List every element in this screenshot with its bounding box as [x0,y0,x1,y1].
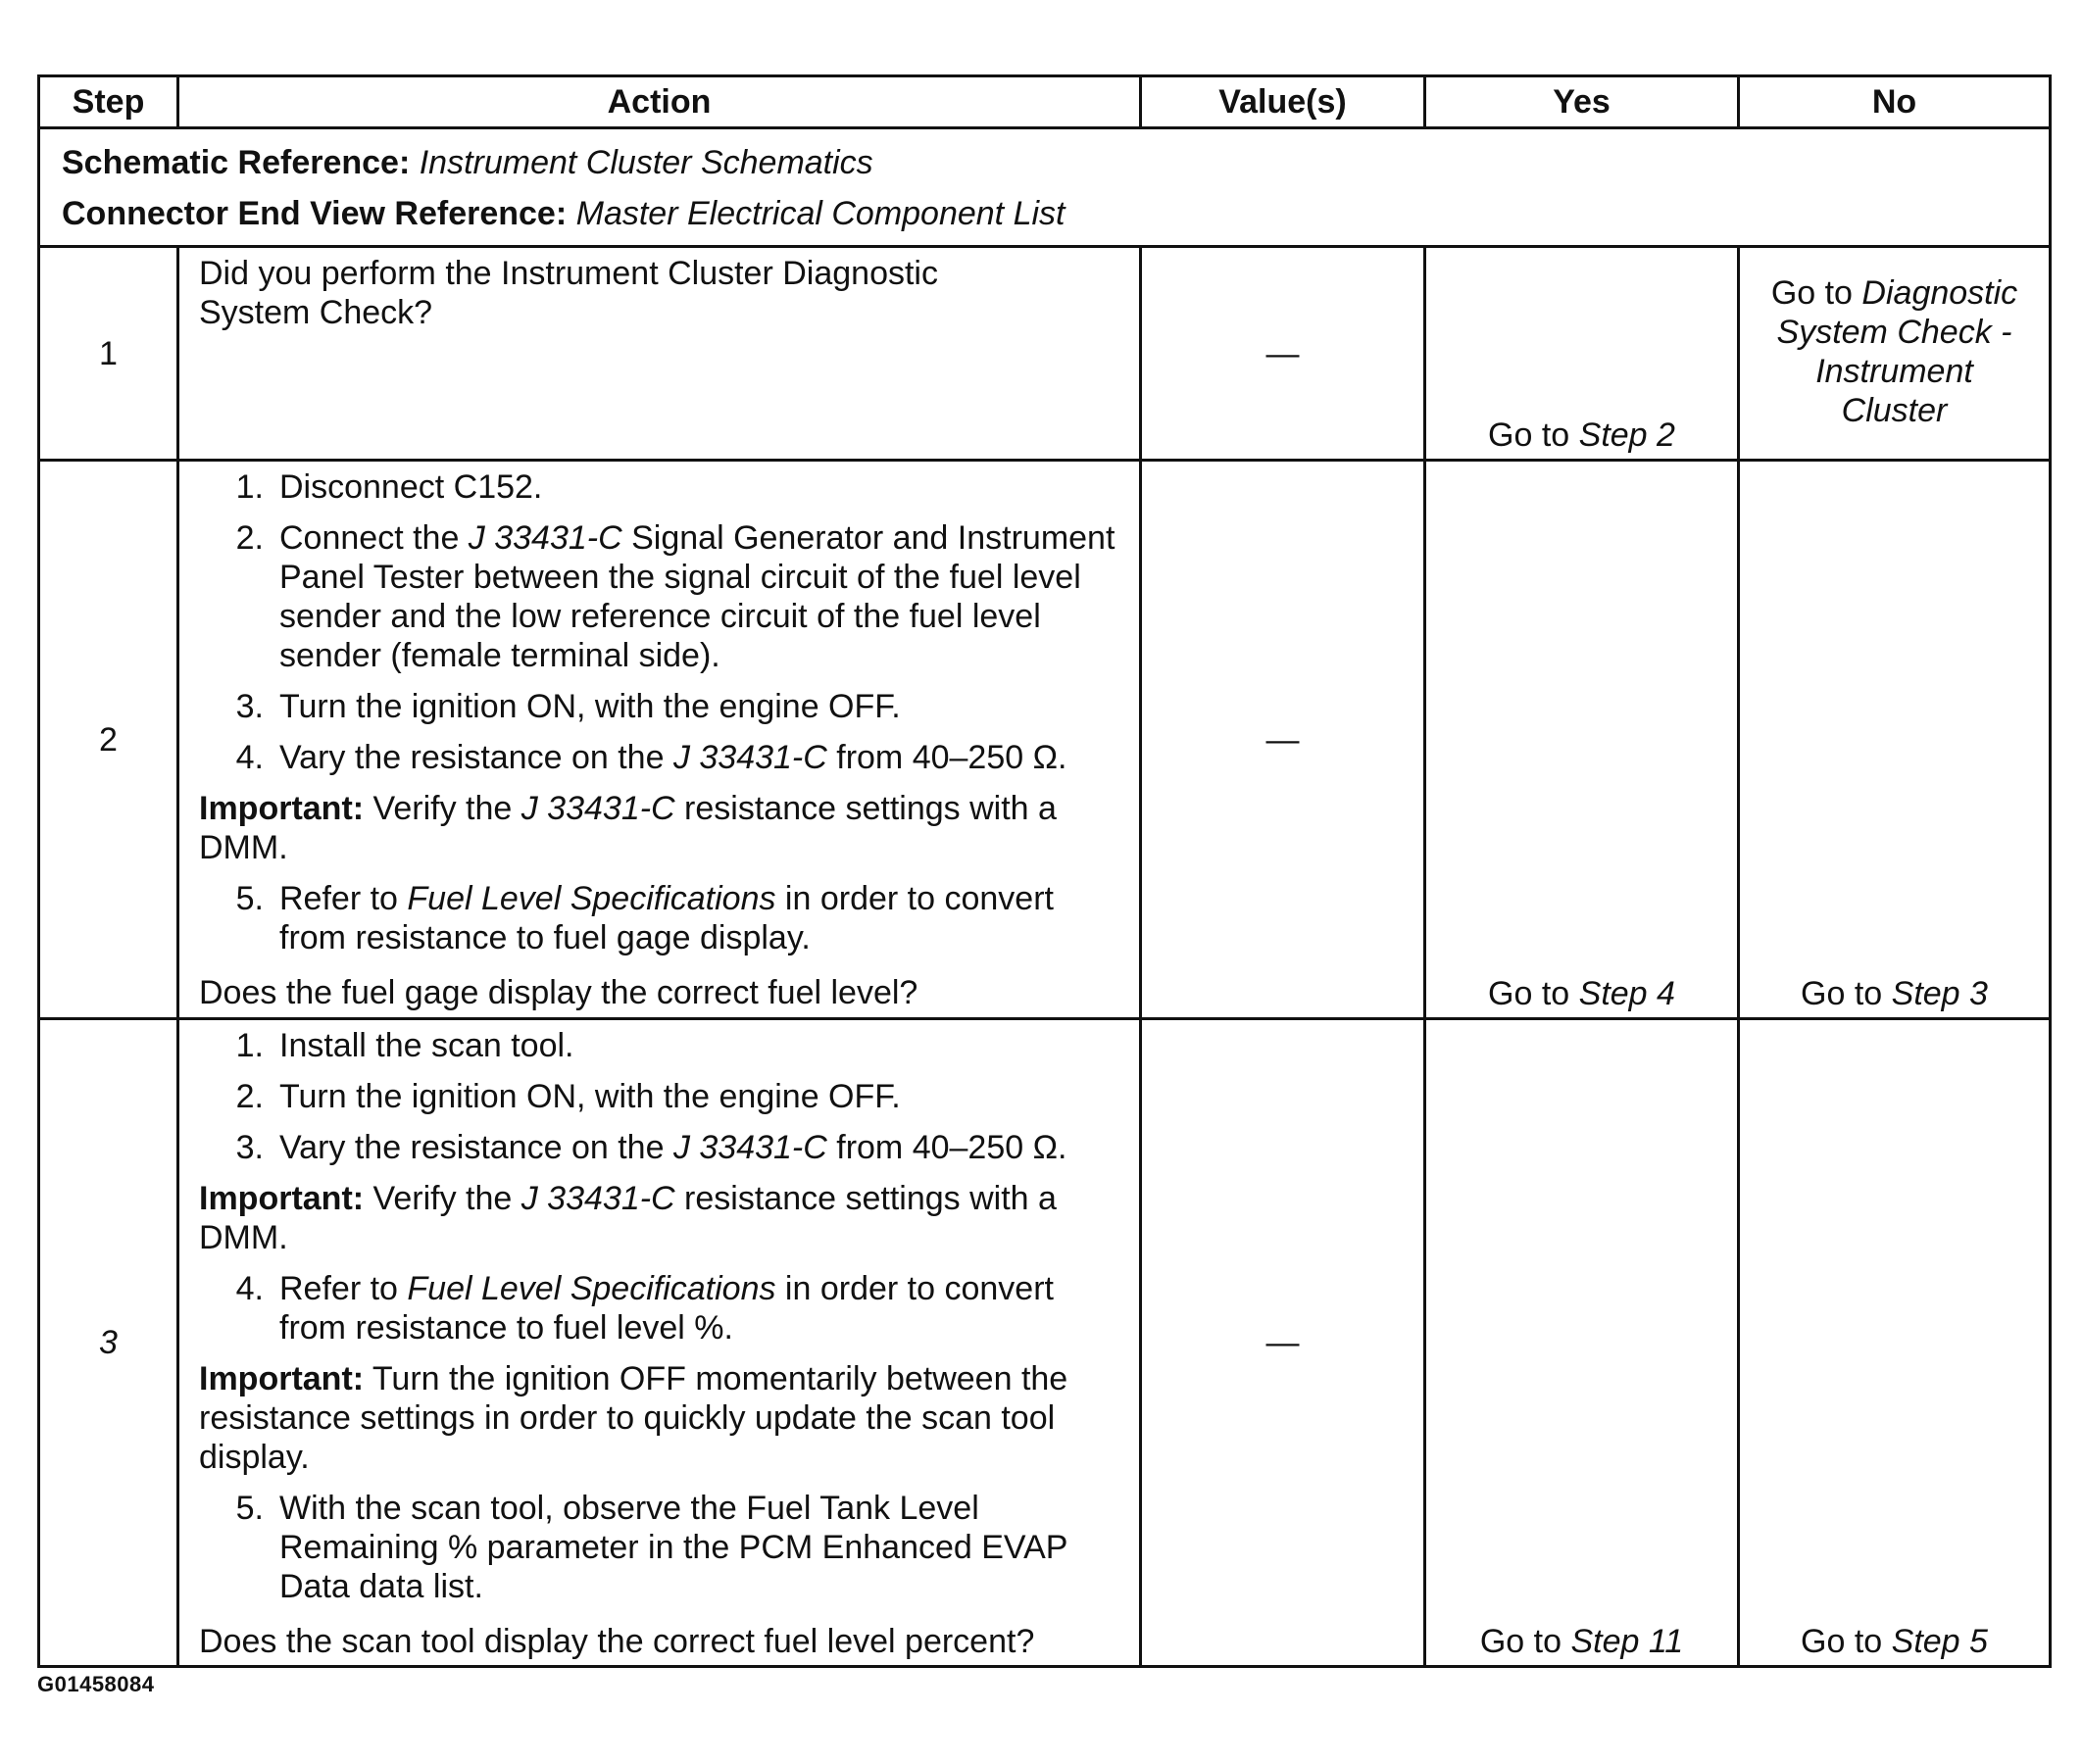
header-yes: Yes [1425,76,1739,128]
step-row-3 [39,1019,2051,1667]
references-row [39,128,2051,247]
figure-id: G01458084 [37,1672,155,1696]
yes-target: Step 2 [1578,416,1675,454]
list-item: 4. Vary the resistance on the J 33431-C from 40–250 Ω. [235,739,1067,776]
list-item: 5. Refer to Fuel Level Specifications in order to convert from resistance to fuel gage display. [235,880,1054,956]
step-question: Does the fuel gage display the correct fuel level? [199,974,918,1011]
step-question: Did you perform the Instrument Cluster Diagnostic System Check? [199,255,938,331]
schematic-reference-value: Instrument Cluster Schematics [419,144,873,181]
header-action: Action [178,76,1141,128]
diagnostic-table [37,74,2052,1668]
connector-reference-value: Master Electrical Component List [575,195,1066,232]
connector-reference-label: Connector End View Reference: [62,195,568,232]
step-yes: Go to Step 4 [1425,461,1739,1019]
important-note: Important: Verify the J 33431-C resistance settings with a DMM. [199,790,1057,866]
header-row [39,76,2051,128]
connector-reference [62,188,2027,239]
no-prefix: Go to [1770,273,1862,312]
header-no: No [1739,76,2051,128]
step-action [178,247,1141,461]
references-cell [39,128,2051,247]
step-yes: Go to Step 11 [1425,1019,1739,1667]
list-item: 5. With the scan tool, observe the Fuel Tank Level Remaining % parameter in the PCM Enhanced EVAP Data data list. [235,1490,1067,1605]
step-action [178,1019,1141,1667]
step-value: — [1141,247,1425,461]
step-action [178,461,1141,1019]
step-row-1 [39,247,2051,461]
list-item: 2. Connect the J 33431-C Signal Generator and Instrument Panel Tester between the signal circuit of the fuel level sender and the low reference circuit of the fuel level sender (female terminal side). [235,519,1115,674]
step-no [1739,247,2051,461]
no-target: Diagnostic System Check - Instrument Cluster [1776,273,2018,429]
step-number: 1 [39,247,178,461]
schematic-reference [62,137,2027,188]
step-number: 2 [39,461,178,1019]
step-row-2 [39,461,2051,1019]
yes-prefix: Go to [1488,416,1579,454]
list-item: 1. Disconnect C152. [235,468,543,506]
important-note: Important: Verify the J 33431-C resistance settings with a DMM. [199,1180,1057,1256]
step-value: — [1141,1019,1425,1667]
step-no: Go to Step 5 [1739,1019,2051,1667]
step-number: 3 [39,1019,178,1667]
step-question: Does the scan tool display the correct fuel level percent? [199,1623,1035,1660]
step-no: Go to Step 3 [1739,461,2051,1019]
schematic-reference-label: Schematic Reference: [62,144,411,181]
list-item: 4. Refer to Fuel Level Specifications in order to convert from resistance to fuel level %. [235,1270,1054,1347]
step-value: — [1141,461,1425,1019]
header-values: Value(s) [1141,76,1425,128]
list-item: 3. Vary the resistance on the J 33431-C from 40–250 Ω. [235,1129,1067,1166]
header-step: Step [39,76,178,128]
important-note: Important: Turn the ignition OFF momentarily between the resistance settings in order to quickly update the scan tool display. [199,1360,1068,1476]
step-yes [1425,247,1739,461]
list-item: 3. Turn the ignition ON, with the engine OFF. [235,688,901,725]
list-item: 2. Turn the ignition ON, with the engine OFF. [235,1078,901,1115]
list-item: 1. Install the scan tool. [235,1027,574,1064]
